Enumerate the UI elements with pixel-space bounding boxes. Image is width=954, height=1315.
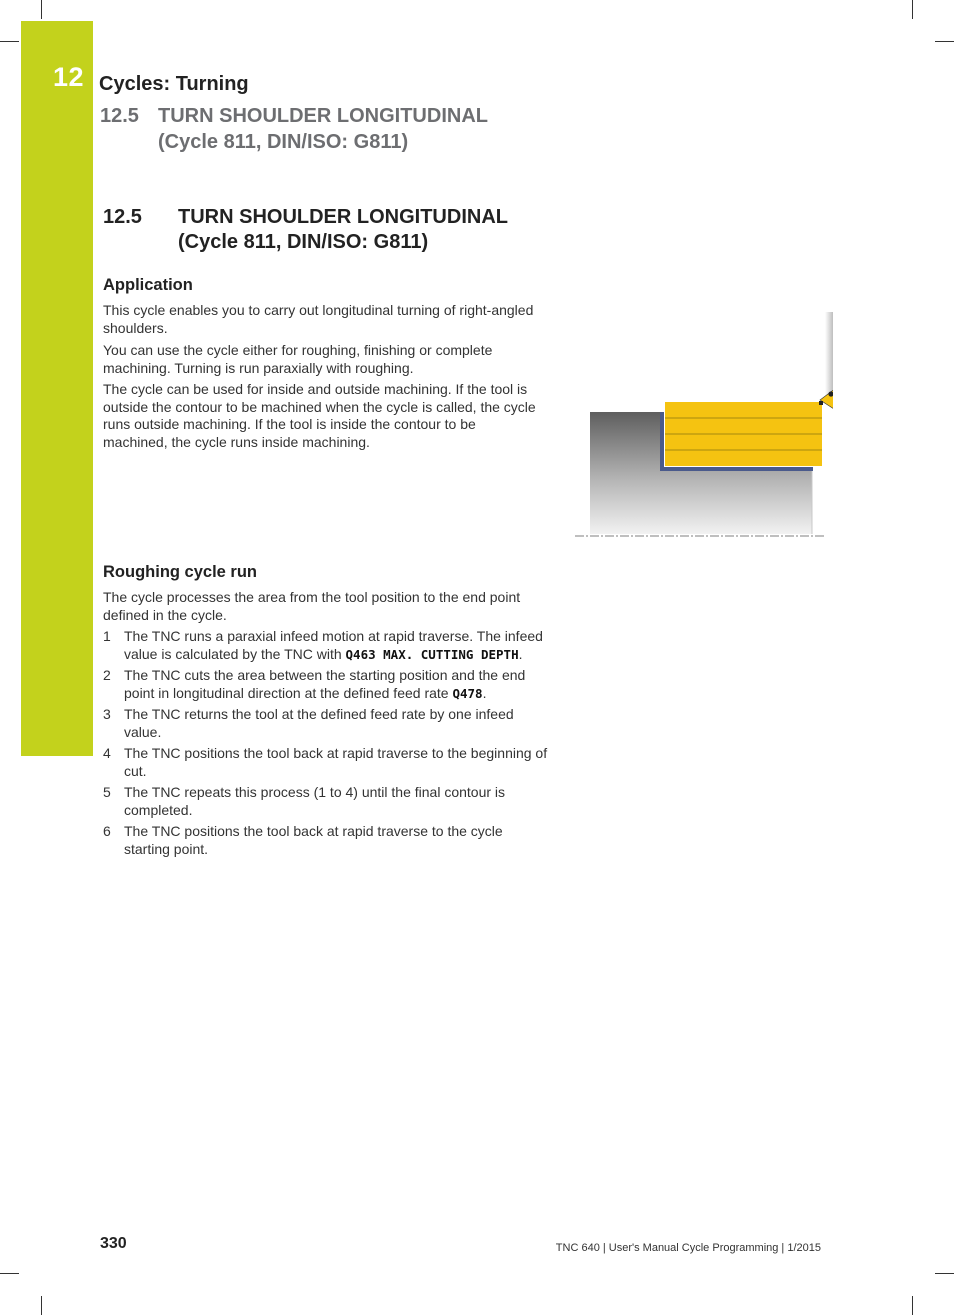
application-paragraph: The cycle can be used for inside and outside machining. If the tool is outside the contour to be machined when the cycle is called, the cycle runs outside machining. If the tool is inside the contour to be machined, the cycle runs inside machining. (103, 381, 536, 450)
section-title-line1: TURN SHOULDER LONGITUDINAL (178, 206, 508, 228)
application-paragraph: This cycle enables you to carry out longitudinal turning of right-angled shoulders. (103, 302, 534, 336)
crop-mark (41, 1296, 42, 1315)
section-title-line2: (Cycle 811, DIN/ISO: G811) (178, 231, 429, 253)
roughing-intro: The cycle processes the area from the tool position to the end point defined in the cycle. (103, 589, 521, 623)
step-number: 5 (103, 784, 111, 800)
chapter-tab (21, 21, 93, 756)
step-text: The TNC repeats this process (1 to 4) until the final contour is completed. (124, 784, 506, 818)
step-text: The TNC cuts the area between the starting position and the end point in longitudinal direction at the defined feed rate (124, 667, 526, 701)
turn-shoulder-illustration (573, 308, 833, 543)
list-item (103, 667, 548, 702)
turning-tool (819, 312, 833, 411)
step-number: 4 (103, 745, 111, 761)
list-item (103, 628, 548, 663)
step-text: The TNC runs a paraxial infeed motion at rapid traverse. The infeed value is calculated by the TNC with (124, 628, 543, 662)
crop-mark (935, 1273, 954, 1274)
crop-mark (0, 1273, 19, 1274)
crop-mark (912, 1296, 913, 1315)
step-number: 1 (103, 628, 111, 644)
tool-tip (819, 401, 823, 405)
page-number: 330 (100, 1235, 127, 1252)
step-number: 2 (103, 667, 111, 683)
crop-mark (935, 41, 954, 42)
running-header-chapter-title: Cycles: Turning (99, 73, 249, 95)
running-header-section-number: 12.5 (100, 105, 139, 127)
list-item (103, 706, 548, 741)
parameter-name: Q478 (452, 685, 483, 701)
list-item (103, 784, 548, 819)
footer-doc-info: TNC 640 | User's Manual Cycle Programming | 1/2015 (555, 1242, 821, 1254)
roughing-steps (103, 628, 548, 862)
running-header-section-title-line2: (Cycle 811, DIN/ISO: G811) (158, 131, 409, 153)
running-header-section (100, 103, 488, 155)
stock-material (665, 402, 822, 466)
crop-mark (0, 41, 19, 42)
step-number: 3 (103, 706, 111, 722)
step-number: 6 (103, 823, 111, 839)
roughing-heading: Roughing cycle run (103, 563, 258, 581)
crop-mark (912, 0, 913, 19)
running-header-section-title-line1: TURN SHOULDER LONGITUDINAL (158, 105, 488, 127)
list-item (103, 745, 548, 780)
application-heading: Application (103, 276, 193, 294)
list-item (103, 823, 548, 858)
section-number: 12.5 (103, 206, 142, 228)
step-text: The TNC positions the tool back at rapid traverse to the beginning of cut. (124, 745, 548, 779)
step-text: The TNC positions the tool back at rapid traverse to the cycle starting point. (124, 823, 503, 857)
crop-mark (41, 0, 42, 19)
chapter-number: 12 (53, 62, 85, 92)
parameter-name: Q463 MAX. CUTTING DEPTH (345, 646, 519, 662)
step-text: The TNC returns the tool at the defined feed rate by one infeed value. (124, 706, 514, 740)
step-text-end: . (518, 645, 523, 662)
section-heading (103, 205, 508, 255)
application-paragraph: You can use the cycle either for roughing, finishing or complete machining. Turning is run paraxially with roughing. (103, 342, 493, 376)
step-text-end: . (482, 684, 487, 701)
tool-holder (825, 312, 833, 400)
